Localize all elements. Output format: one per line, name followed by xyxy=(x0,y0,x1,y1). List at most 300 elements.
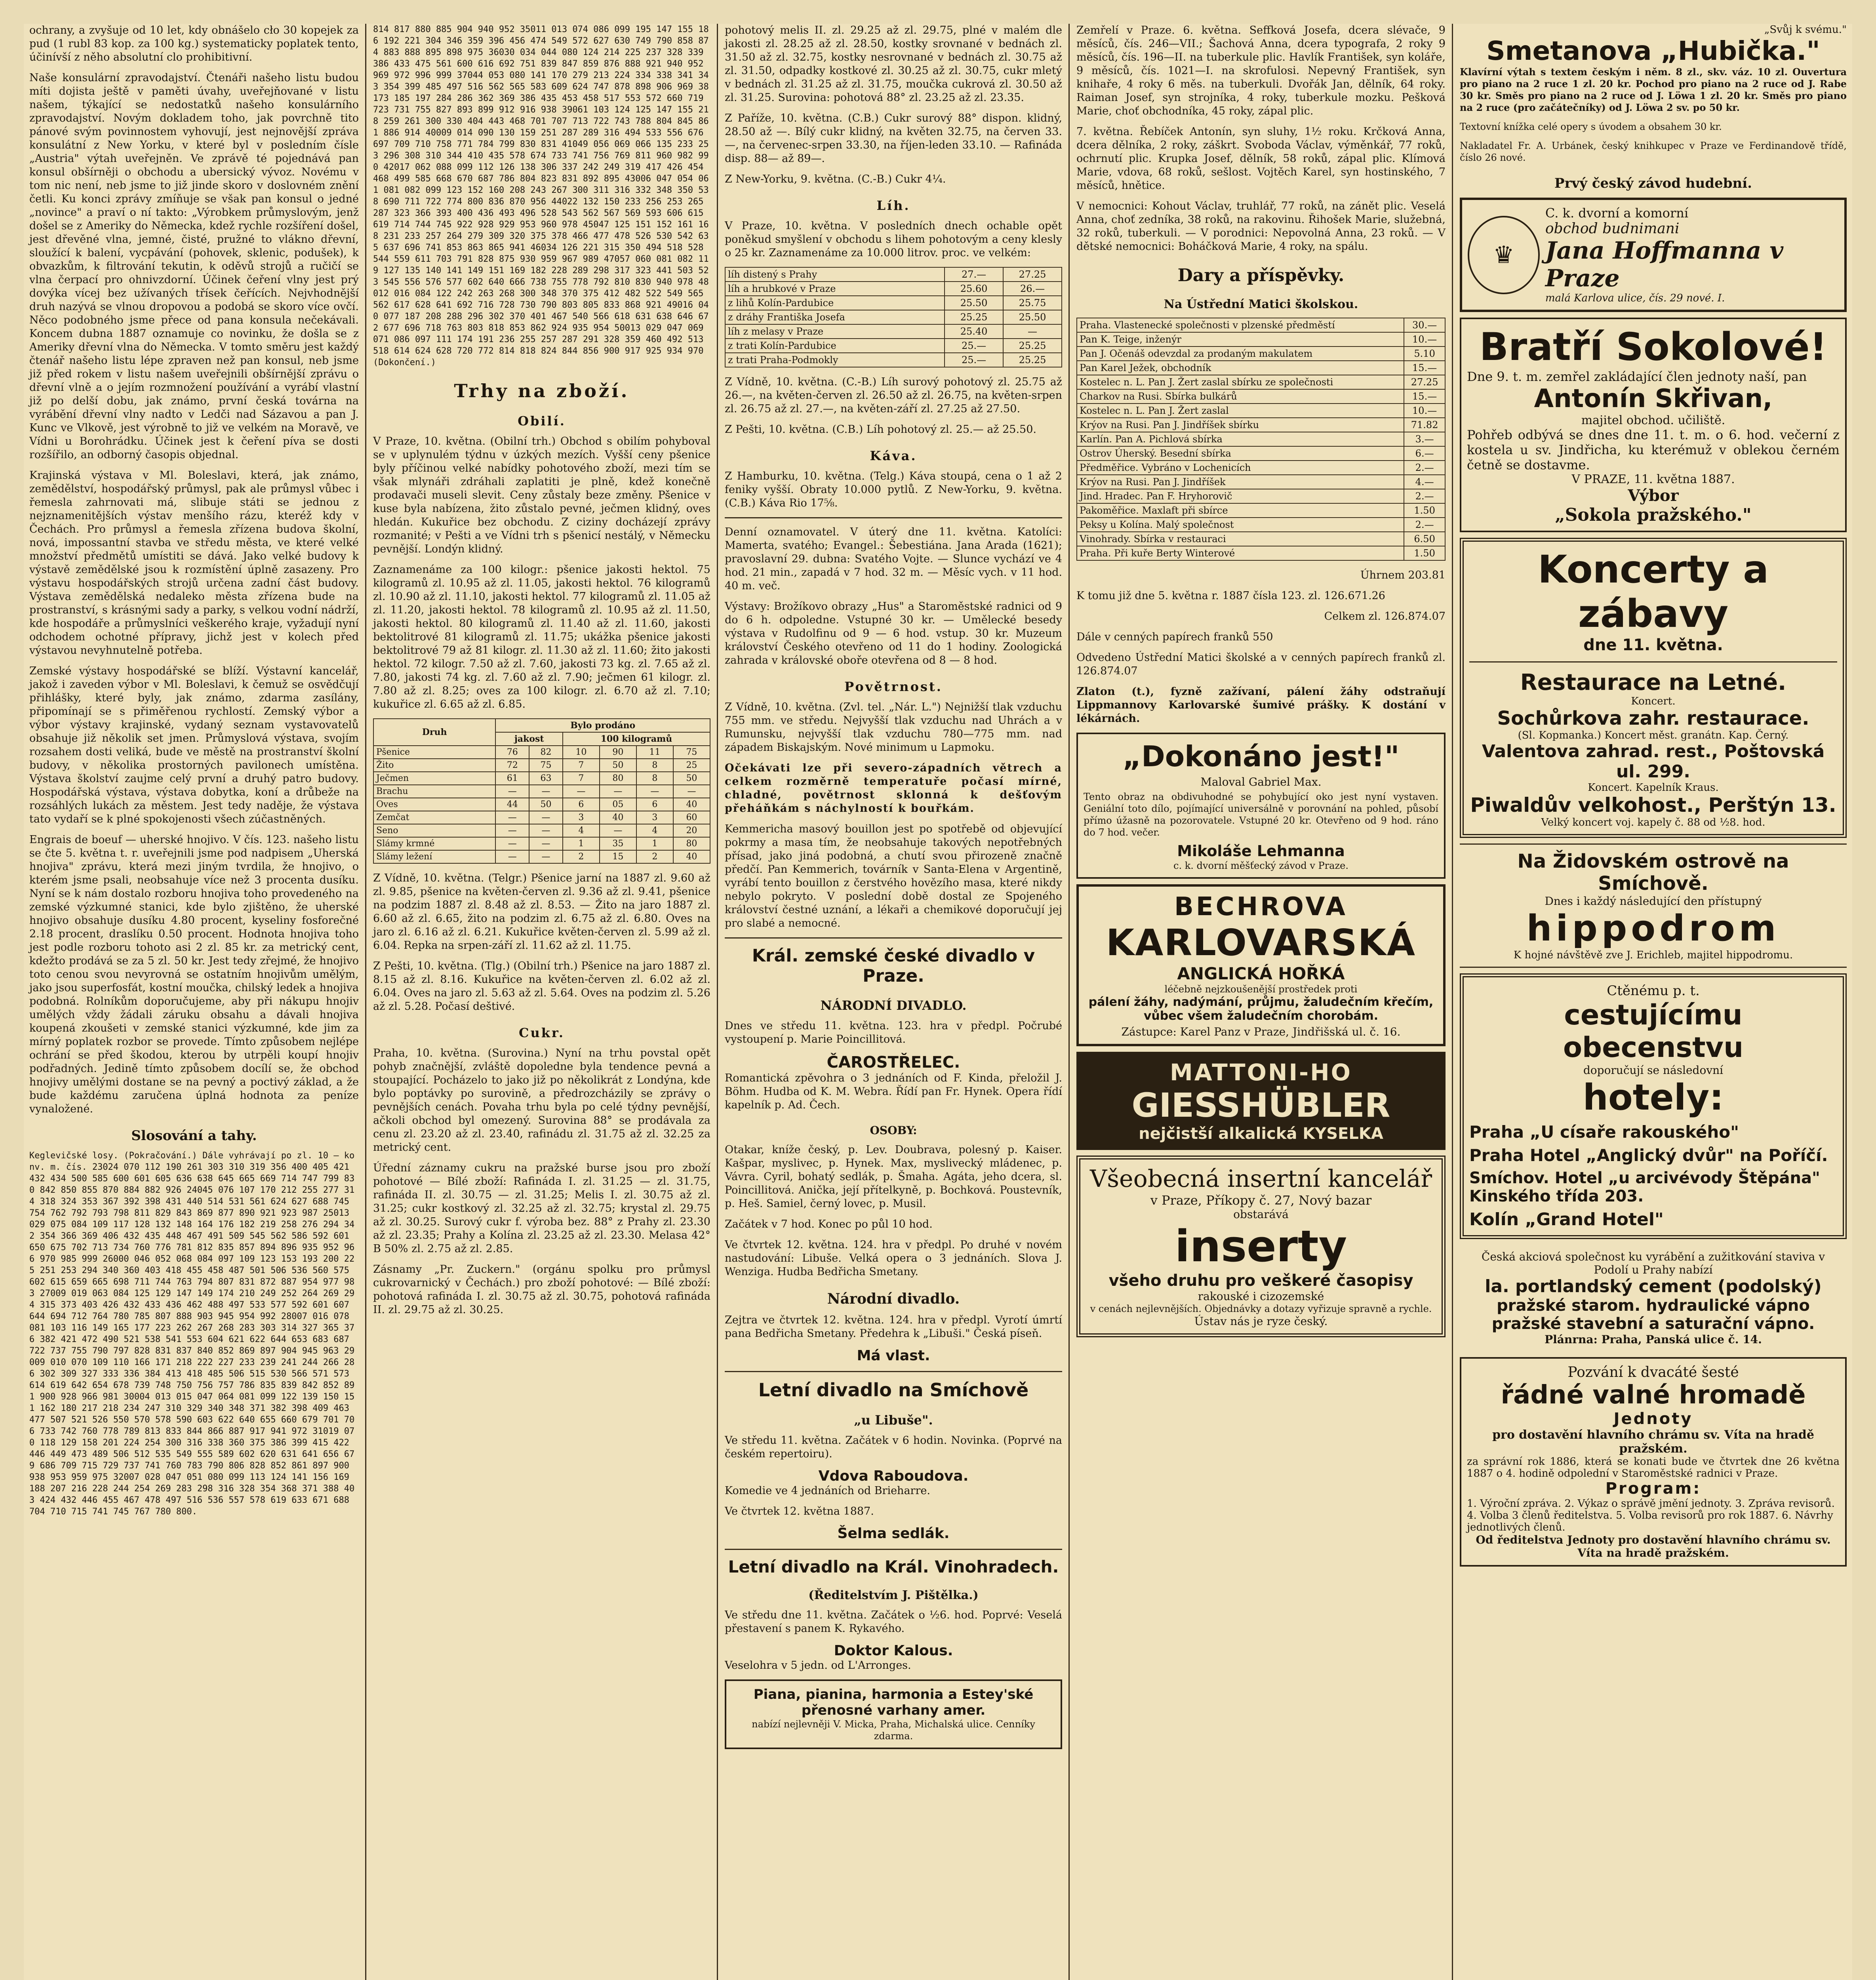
hippodrome-title: hippodrom xyxy=(1526,908,1780,949)
column-4 xyxy=(1071,24,1451,1980)
insert-office-text-2: všeho druhu pro veškeré časopisy xyxy=(1108,1272,1413,1290)
table-cell: 1.50 xyxy=(1404,546,1445,560)
column-1 xyxy=(24,24,364,1980)
bouillon-ad: Kemmericha masový bouillon jest po spotřebě od objevující pokrmy a masa tím, že neobsahuje takových nepotřebných přísad, jako jiná podobná, a chutí svou přirozeně značně předčí. Pan Kemmerich, továrník v Santa-Elena v Argentině, vyrábí tento bouillon z čerstvého hovězího masa, které nikdy nebylo pokryto. V poslední době dostal ze Spojeného království čestné uznání, a lékaři a chemikové doporučují jej pro slabé a nemocné. xyxy=(725,823,1062,929)
painting-title: „Dokonáno jest!" xyxy=(1122,740,1400,773)
assembly-society: Jednoty xyxy=(1613,1410,1693,1428)
table-cell: 6.— xyxy=(1404,446,1445,461)
bechrova-text: léčebně nejzkoušenější prostředek proti xyxy=(1164,984,1358,995)
table-cell: 80 xyxy=(673,837,710,850)
insert-office-ad xyxy=(1076,1156,1446,1337)
table-cell: 2.— xyxy=(1404,461,1445,475)
table-row xyxy=(1077,461,1445,475)
theater-subtitle: NÁRODNÍ DIVADLO. xyxy=(820,998,967,1013)
weather-forecast: Očekávati lze při severo-západních větrech a celkem rozměrně temperatuře počasí mírné, chladné, povětrnost sklonná k dešťovým přeháňkám s náchylností k bouřkám. xyxy=(725,762,1062,815)
table-cell: Pšenice xyxy=(373,746,495,759)
table-cell: 44 xyxy=(495,798,529,811)
next-play: Ve čtvrtek 12. května. 124. hra v předpl. Po druhé v novém nastudování: Libuše. Velká opera o 3 jednáních. Slova J. Wenziga. Hudba Bedřicha Smetany. xyxy=(725,1239,1062,1278)
donations-subheading: Na Ústřední Matici školskou. xyxy=(1164,297,1358,311)
table-cell: 26.— xyxy=(1003,282,1062,296)
table-cell: 4.— xyxy=(1404,475,1445,489)
hotels-title: hotely: xyxy=(1583,1077,1724,1118)
table-cell: 10.— xyxy=(1404,332,1445,346)
donations-total: Celkem zl. 126.874.07 xyxy=(1324,610,1446,623)
grain-sales-table xyxy=(373,718,710,864)
table-cell: 5.10 xyxy=(1404,346,1445,361)
table-cell: 50 xyxy=(529,798,563,811)
table-row xyxy=(373,824,710,837)
table-cell: 80 xyxy=(600,772,636,785)
table-cell: 05 xyxy=(600,798,636,811)
table-cell: — xyxy=(529,837,563,850)
mattoni-ad xyxy=(1076,1052,1446,1150)
cast-list: Otakar, kníže český, p. Lev. Doubrava, polesný p. Kaiser. Kašpar, myslivec, p. Hynek. Max, myslivecký mládenec, p. Vávra. Cyril, bohatý sedlák, p. Šmaha. Agáta, jeho dcera, sl. Poincillitová. Anička, její přítelkyně, p. Bochková. Poustevník, p. Heš. Samiel, černý lovec, p. Musil. xyxy=(725,1144,1062,1210)
hotel-entry: Praha Hotel „Anglický dvůr" na Poříčí. xyxy=(1469,1146,1828,1165)
zlaton-ad: Zlaton (t.), fyzně zažívaní, pálení žáhy odstraňují Lippmannovy Karlovarské šumivé prášky. K dostání v lékárnách. xyxy=(1076,685,1446,725)
table-row xyxy=(373,798,710,811)
table-cell: 25 xyxy=(673,759,710,772)
column-rule xyxy=(365,24,366,1980)
donations-papers: Dále v cenných papírech franků 550 xyxy=(1076,631,1273,643)
lottery-numbers: Keglevičské losy. (Pokračování.) Dále vyhrávají po zl. 10 — konv. m. čís. 23024 070 112 190 261 303 310 319 356 400 405 421 432 434 500 585 600 601 605 636 638 645 665 669 714 747 799 830 842 850 855 870 884 882 926 24045 076 107 170 212 255 277 314 318 324 353 367 392 398 431 440 514 531 561 624 627 688 745 754 762 792 793 798 811 829 843 869 877 890 921 923 987 25013 029 075 084 109 117 128 132 148 164 176 182 219 258 276 294 342 354 366 369 406 432 435 448 467 491 509 545 562 586 592 601 650 675 702 713 734 760 776 781 812 835 857 894 896 935 952 966 970 985 999 26000 046 052 068 084 097 109 123 153 193 200 225 251 253 294 340 360 403 418 455 458 487 501 506 536 560 575 602 615 659 665 698 711 744 763 794 807 831 872 887 954 977 983 27009 019 063 084 125 129 147 149 174 210 249 252 264 269 294 315 373 403 426 432 433 436 462 488 497 533 577 592 601 607 644 694 712 764 780 785 807 888 903 945 954 992 28007 016 078 081 103 116 149 165 177 223 262 267 268 283 303 314 327 365 376 382 421 472 490 521 538 541 553 604 621 622 644 653 683 687 722 737 755 790 797 828 831 837 840 852 869 897 904 945 963 29009 010 070 109 110 166 171 218 222 227 233 239 241 244 266 286 302 309 327 333 336 384 413 418 485 506 515 530 566 571 573 614 619 642 654 678 739 748 750 756 757 786 835 839 842 852 891 900 928 966 981 30004 013 015 047 064 081 099 122 139 150 151 162 180 217 218 234 247 310 329 340 348 371 382 398 409 463 477 507 521 526 550 570 578 590 603 622 640 655 660 679 701 706 733 742 760 778 789 813 833 844 866 887 917 941 972 31019 070 118 129 158 201 224 254 300 316 338 360 375 386 399 415 422 446 449 473 489 506 512 535 549 555 589 602 620 631 641 656 679 686 709 715 729 737 741 760 783 790 806 828 852 861 897 900 938 953 959 975 32007 028 047 051 080 099 113 124 141 156 169 188 207 216 228 244 254 269 283 298 316 328 354 368 371 388 403 424 432 446 455 467 478 497 516 536 557 578 619 633 671 688 704 710 715 741 745 767 780 800. xyxy=(29,1151,355,1517)
cast-heading: OSOBY: xyxy=(870,1124,917,1137)
table-row xyxy=(1077,546,1445,560)
table-cell: 25.50 xyxy=(945,296,1003,310)
table-cell: 2.— xyxy=(1404,518,1445,532)
bechrova-text-2: pálení žáhy, nadýmání, průjmu, žaludečním křečím, vůbec všem žaludečním chorobám. xyxy=(1088,995,1434,1023)
assembly-program-title: Program: xyxy=(1605,1479,1701,1498)
table-cell: 15.— xyxy=(1404,361,1445,375)
table-cell: Brachu xyxy=(373,785,495,798)
assembly-line-1: Pozvání k dvacáté šesté xyxy=(1567,1364,1739,1380)
table-cell: Pan J. Očenáš odevzdal za prodaným makulatem xyxy=(1077,346,1404,361)
hoffmann-name: Jana Hoffmanna v Praze xyxy=(1545,237,1784,292)
table-cell: 30.— xyxy=(1404,318,1445,332)
venue-valenta-text: Koncert. Kapelník Kraus. xyxy=(1588,782,1719,794)
table-cell: líh z melasy v Praze xyxy=(725,324,945,339)
eagle-icon: ♛ xyxy=(1468,216,1540,294)
weather-heading: Povětrnost. xyxy=(844,679,943,694)
sokol-signature-2: „Sokola pražského." xyxy=(1555,505,1752,525)
table-row xyxy=(1077,375,1445,389)
table-cell: 27.— xyxy=(945,267,1003,282)
table-cell: Ostrov Úherský. Besední sbírka xyxy=(1077,446,1404,461)
table-cell: 35 xyxy=(600,837,636,850)
table-cell: z lihů Kolín-Pardubice xyxy=(725,296,945,310)
table-row xyxy=(1077,361,1445,375)
article-fertilizer: Engrais de boeuf — uherské hnojivo. V čís. 123. našeho listu se čte 5. května t. r. uveřejnili jsme pod nadpisem „Uherská hnojiva" zprávu, která mezi jiným tvrdila, že hnojivo, o kterém jsme psali, neobsahuje více než 3 procenta dusíku. Nyní se k nám dostalo rozboru hnojiva toho provedeného na zemské výzkumné stanici, kde bylo zjištěno, že uherské hnojivo obsahuje dusíku 4.80 procent, kyseliny fosforečné 2.18 procent, draslíku 0.50 procent. Hodnota hnojiva toho jest podle rozboru tohoto asi 2 zl. 85 kr. za metrický cent, kdežto prodává se za 5 zl. 50 kr. Jest tedy zřejmé, že hnojivo toto cenou svou nevyrovná se ostatním hnojivům umělým, jako jsou superfosfát, kostní moučka, chilský ledek a hnojiva podobná. Rolníkům doporučujeme, aby při nákupu hnojiv umělých vždy žádali záruku obsahu a dávali hnojiva koupená zkoušeti v zemské stanici výzkumné, kde jim za mírný poplatek rozbor se provede. Tímto způsobem nejlépe ochrání se před škodou, kterou by utrpěli koupí hnojiv podřadných. Jedině tímto způsobem docílí se, že obchod hnojivy umělými dostane se na pevný a poctivý základ, a že bude každému zaručena úplná hodnota za peníze vynaložené. xyxy=(29,834,359,1115)
table-row xyxy=(1077,318,1445,332)
table-cell: 40 xyxy=(600,811,636,824)
table-cell: — xyxy=(495,850,529,863)
sugar-prices-2: Zásnamy „Pr. Zuckern." (orgánu spolku pro průmysl cukrovarnický v Čechách.) pro zboží pohotové: — Bílé zboží: pohotová rafináda I. zl. 30.75 až zl. 30.75, pohotová rafináda II. zl. 29.75 až zl. 30.25. xyxy=(373,1263,710,1316)
table-cell: Slámy ležení xyxy=(373,850,495,863)
painting-text: Tento obraz na obdivuhodné se pohybující oko jest nyní vystaven. Geniální toto dílo, pojímající universálně v porovnání na pohled, působí přímo úžasně na pozorovatele. Vstupné 20 kr. Otevřeno od 9 hod. ráno do 7 hod. večer. xyxy=(1084,791,1438,838)
play-times: Začátek v 7 hod. Konec po půl 10 hod. xyxy=(725,1218,933,1230)
sokol-title: Bratří Sokolové! xyxy=(1479,325,1827,369)
table-cell: 60 xyxy=(673,811,710,824)
table-row xyxy=(1077,432,1445,446)
table-row xyxy=(373,772,710,785)
smetana-publisher: Nakladatel Fr. A. Urbánek, český knihkupec v Praze ve Ferdinandově třídě, číslo 26 nové. xyxy=(1460,140,1847,163)
smetana-slogan: Prvý český závod hudební. xyxy=(1554,175,1752,191)
table-cell: líh distený s Prahy xyxy=(725,267,945,282)
vinohrady-theater-title: Letní divadlo na Král. Vinohradech. xyxy=(728,1557,1059,1576)
donations-table xyxy=(1076,318,1446,561)
sugar-heading: Cukr. xyxy=(519,1025,565,1040)
venue-letna-text: Koncert. xyxy=(1631,695,1676,707)
table-cell: 76 xyxy=(495,746,529,759)
table-cell: 40 xyxy=(673,798,710,811)
coffee-report: Z Hamburku, 10. května. (Telg.) Káva stoupá, cena o 1 až 2 feniky vyšší. Obraty 10.000 pytlů. Z New-Yorku, 9. května. (C.B.) Káva Rio 17⅝. xyxy=(725,470,1062,509)
table-cell: Pan K. Teige, inženýr xyxy=(1077,332,1404,346)
table-cell: 40 xyxy=(673,850,710,863)
play-desc: Romantická zpěvohra o 3 jednáních od F. Kinda, přeložil J. Böhm. Hudba od K. M. Webra. Řídí pan Fr. Hynek. Opera řídí kapelník p. Ad. Čech. xyxy=(725,1072,1062,1111)
table-cell: 25.25 xyxy=(945,310,1003,324)
assembly-signature: Od ředitelstva Jednoty pro dostavění hlavního chrámu sv. Víta na hradě pražském. xyxy=(1476,1533,1831,1559)
table-cell: Seno xyxy=(373,824,495,837)
bechrova-ad xyxy=(1076,884,1446,1046)
vinohrady-theater-sub: (Ředitelstvím J. Pištělka.) xyxy=(808,1588,979,1602)
insert-office-text-5: Ústav nás je ryze český. xyxy=(1194,1315,1328,1328)
play-title: Má vlast. xyxy=(857,1348,930,1364)
table-cell: — xyxy=(529,785,563,798)
divider xyxy=(725,937,1062,939)
table-cell: 1 xyxy=(636,837,673,850)
table-row xyxy=(1077,418,1445,432)
venue-piwald: Piwaldův velkohost., Perštýn 13. xyxy=(1470,794,1836,817)
smichov-theater-sub: „u Libuše". xyxy=(854,1413,933,1428)
play-date: Ve čtvrtek 12. května 1887. xyxy=(725,1505,874,1517)
cement-product-1: la. portlandský cement (podolský) xyxy=(1485,1276,1822,1297)
piano-ad-text: nabízí nejlevněji V. Micka, Praha, Michalská ulice. Cenníky zdarma. xyxy=(752,1719,1035,1742)
divider xyxy=(1469,661,1837,663)
table-row xyxy=(1077,332,1445,346)
grain-vienna: Z Vídně, 10. května. (Telgr.) Pšenice jarní na 1887 zl. 9.60 až zl. 9.85, pšenice na květen-červen zl. 9.36 až zl. 9.41, pšenice na podzim 1887 zl. 8.48 až zl. 8.53. — Žito na jaro 1887 zl. 6.60 až zl. 6.65, žito na podzim zl. 6.75 až zl. 6.80. Oves na jaro zl. 6.16 až zl. 6.21. Kukuřice květen-červen zl. 5.99 až zl. 6.04. Repka na srpen-září zl. 11.62 až zl. 11.75. xyxy=(373,872,710,952)
concerts-date: dne 11. května. xyxy=(1583,636,1723,654)
table-cell: 25.— xyxy=(945,339,1003,353)
table-cell: 2 xyxy=(636,850,673,863)
article-text: ochrany, a zvyšuje od 10 let, kdy obnášelo cło 30 kopejek za pud (1 rubl 83 kop. za 100 kg.) systematicky poplatek tento, účinívší z něho absolutní clo prohibitivní. xyxy=(29,24,359,63)
assembly-title: řádné valné hromadě xyxy=(1501,1380,1806,1410)
smetana-libretto: Textovní knížka celé opery s úvodem a obsahem 30 kr. xyxy=(1460,121,1722,132)
table-row xyxy=(725,267,1062,282)
play-desc: Veselohra v 5 jedn. od L'Arronges. xyxy=(725,1659,911,1672)
coffee-heading: Káva. xyxy=(870,448,917,463)
table-row xyxy=(725,324,1062,339)
grain-pest: Z Pešti, 10. května. (Tlg.) (Obilní trh.) Pšenice na jaro 1887 zl. 8.15 až zl. 8.16. Kukuřice na květen-červen zl. 6.02 až zl. 6.04. Oves na jaro zl. 5.63 až zl. 5.64. Oves na podzim zl. 5.26 až zl. 5.28. Počasí deštivé. xyxy=(373,960,710,1013)
insert-office-address: v Praze, Příkopy č. 27, Nový bazar xyxy=(1150,1193,1372,1208)
weather-report: Z Vídně, 10. května. (Zvl. tel. „Nár. L.") Nejnižší tlak vzduchu 755 mm. ve středu. Nejvyšší tlak vzduchu nad Uhrách a v Rumunsku, nejvyšší tlak vzduchu 780—775 mm. nad západem Biskajským. Nové minimum u Lapmoku. xyxy=(725,701,1062,754)
donations-delivered: Odvedeno Ústřední Matici školské a v cenných papírech franků zl. 126.874.07 xyxy=(1076,651,1446,677)
table-cell: 1 xyxy=(563,837,600,850)
table-cell: Vinohrady. Sbírka v restauraci xyxy=(1077,532,1404,546)
table-cell: 7 xyxy=(563,772,600,785)
spirit-pest: Z Pešti, 10. května. (C.B.) Líh pohotový zl. 25.— až 25.50. xyxy=(725,423,1036,436)
table-cell: líh a hrubkové v Praze xyxy=(725,282,945,296)
table-row xyxy=(1077,532,1445,546)
bechrova-agent: Zástupce: Karel Panz v Praze, Jindřišská ul. č. 16. xyxy=(1121,1025,1401,1038)
cement-product-2: pražské starom. hydraulické vápno xyxy=(1497,1297,1810,1315)
hotels-ad xyxy=(1460,973,1847,1239)
table-cell: 4 xyxy=(636,824,673,837)
hippodrome-owner: K hojné návštěvě zve J. Erichleb, majitel hippodromu. xyxy=(1513,949,1793,961)
hotel-entry: Praha „U císaře rakouského" xyxy=(1469,1122,1739,1142)
table-row xyxy=(725,339,1062,353)
table-row xyxy=(725,310,1062,324)
table-cell: Jind. Hradec. Pan F. Hryhorovič xyxy=(1077,489,1404,503)
table-cell: 25.60 xyxy=(945,282,1003,296)
play-title: Vdova Raboudova. xyxy=(818,1468,969,1484)
sokol-text: Dne 9. t. m. zemřel zakládající člen jednoty naší, pan xyxy=(1467,369,1807,384)
venue-sochurek: Sochůrkova zahr. restaurace. xyxy=(1497,707,1809,729)
table-cell: Pakoměřice. Maxlaft při sbírce xyxy=(1077,503,1404,518)
daily-announcer: Denní oznamovatel. V úterý dne 11. května. Katolíci: Mamerta, svatého; Evangel.: Šebestiána. Jana Arada (1621); pravoslavní 29. dubna: Svatého Vojte. — Slunce vychází ve 4 hod. 21 min., zapadá v 7 hod. 32 m. — Měsíc vych. v 11 hod. 40 m. več. xyxy=(725,526,1062,592)
mattoni-brand: MATTONI-HO xyxy=(1170,1059,1352,1086)
markets-heading: Trhy na zboží. xyxy=(454,380,630,402)
table-cell: 90 xyxy=(600,746,636,759)
hotels-line-2: cestujícímu obecenstvu xyxy=(1563,999,1744,1064)
cement-ad xyxy=(1460,1245,1847,1352)
theater-title: Král. zemské české divadlo v Praze. xyxy=(752,946,1035,986)
table-cell: — xyxy=(495,785,529,798)
table-cell: 1.50 xyxy=(1404,503,1445,518)
theater-intro: Dnes ve středu 11. května. 123. hra v předpl. Počrubé vystoupení p. Marie Poincillitová. xyxy=(725,1020,1062,1045)
table-row xyxy=(725,353,1062,367)
table-row xyxy=(1077,489,1445,503)
grain-prices: Zaznamenáme za 100 kilogr.: pšenice jakosti hektol. 75 kilogramů zl. 10.95 až zl. 11.05, jakosti hektol. 76 kilogramů zl. 10.90 až zl. 11.10, jakosti hektol. 77 kilogramů zl. 11.05 až zl. 11.20, jakosti hektol. 78 kilogramů zl. 10.95 až zl. 11.50, jakosti hektol. 80 kilogramů zl. 11.40 až zl. 11.60, jakosti bektolitrové 81 kilogramů zl. 11.75; ukážka pšenice jakosti bektolitrové 79 až 81 kilogr. zl. 11.30 až zl. 11.60; žito jakosti hektol. 72 kilogr. 7.50 až zl. 7.60, jakosti 73 kg. zl. 7.65 až zl. 7.80, jakosti 74 kg. zl. 7.60 až zl. 7.90; ječmen 61 kilogr. zl. 7.80 až zl. 8.25; oves za 100 kilogr. zl. 6.70 až zl. 7.10; kukuřice zl. 6.65 až zl. 6.85. xyxy=(373,564,710,710)
venue-sochurek-text: (Sl. Kopmanka.) Koncert měst. granátn. Kap. Černý. xyxy=(1518,729,1789,741)
cement-address: Plánrna: Praha, Panská ulice č. 14. xyxy=(1545,1333,1762,1346)
table-cell: 3.— xyxy=(1404,432,1445,446)
insert-office-text-4: v cenách nejlevnějších. Objednávky a dotazy vyřizuje spravně a rychle. xyxy=(1090,1303,1432,1314)
divider xyxy=(725,1549,1062,1550)
insert-office-title: Všeobecná insertní kancelář xyxy=(1089,1165,1432,1193)
table-row xyxy=(1077,503,1445,518)
insert-office-text: obstarává xyxy=(1233,1208,1289,1221)
table-cell: 8 xyxy=(636,772,673,785)
table-cell: Pan Karel Ježek, obchodník xyxy=(1077,361,1404,375)
table-row xyxy=(373,746,710,759)
table-cell: 6 xyxy=(563,798,600,811)
divider xyxy=(725,517,1062,518)
assembly-date: za správní rok 1886, která se konati bude ve čtvrtek dne 26 května 1887 o 4. hodině odpolední v Staroměstské radnici v Praze. xyxy=(1467,1456,1840,1479)
column-rule xyxy=(1068,24,1070,1980)
table-cell: Oves xyxy=(373,798,495,811)
play-title: ČAROSTŘELEC. xyxy=(827,1053,960,1072)
sokol-notice xyxy=(1460,318,1847,532)
table-cell: 25.— xyxy=(945,353,1003,367)
table-cell: Peksy u Kolína. Malý společnost xyxy=(1077,518,1404,532)
table-cell: 8 xyxy=(636,759,673,772)
grain-report: V Praze, 10. května. (Obilní trh.) Obchod s obilím pohyboval se v uplynulém týdnu v úzkých mezích. Vyšší ceny pšenice byly příčinou velké nabídky pohotového zboží, mezi tím se však mlynáři zdráhali zaplatiti je plně, kdež konečně prodavači museli slevit. Ceny zůstaly beze změny. Pšenice v kuse byla nabízena, žito zůstalo pevné, ječmen klidný, oves hledán. Kukuřice bez obchodu. Z ciziny docházejí zprávy rozmanité; v Pešti a ve Vídni trh s pšenicí nestálý, v Německu pevnější. Londýn klidný. xyxy=(373,435,710,555)
table-cell: 25.25 xyxy=(1003,339,1062,353)
column-rule xyxy=(717,24,718,1980)
table-cell: Kostelec n. L. Pan J. Žert zaslal xyxy=(1077,404,1404,418)
table-cell: 11 xyxy=(636,746,673,759)
table-cell: 4 xyxy=(563,824,600,837)
table-cell: 61 xyxy=(495,772,529,785)
national-theater-text: Zejtra ve čtvrtek 12. května. 124. hra v předpl. Vyrotí úmrtí pana Bedřicha Smetany. Předehra k „Libuši." Česká píseň. xyxy=(725,1314,1062,1340)
article-exhibition: Krajinská výstava v Ml. Boleslavi, která, jak známo, zemědělství, hospodářský průmysl, pak ale průmysl vůbec i řemesla zahrnovati má, slibuje státi se jednou z nejznamenitějších výstav menšího rázu, kteréž kdy v Čechách. Pro průmysl a řemesla zřízena budova školní, nová, impossantní stavba ve středu města, ve které velké množství předmětů umístiti se dává. Jako velké budovy k výstavě zemědělské jsou k rozmístění úplně zasazeny. Pro výstavu hospodářských strojů určena zadní část budovy. Výstava zemědělská nedaleko města zřízena bude na prostranství, s krásnými sady a parky, s velkou vodní nádrží, kde hospodáře a průmyslníci veškerého kraje, vyžadují nyní odchodem ochotné přípravy, jichž jest v kolech před výstavou nevyhnutelně potřeba. xyxy=(29,469,359,657)
smetana-list: Klavírní výtah s textem českým i něm. 8 zl., skv. váz. 10 zl. Ouvertura pro piano na 2 ruce 1 zl. 20 kr. Pochod pro piano na 2 ruce od J. Rabe 30 kr. Směs pro piano na 2 ruce od J. Löwa 1 zl. 20 kr. Směs pro piano na 2 ruce (pro začátečníky) od J. Löwa 2 sv. po 50 kr. xyxy=(1460,66,1847,113)
table-cell: 15.— xyxy=(1404,389,1445,404)
table-cell: 15 xyxy=(600,850,636,863)
column-3 xyxy=(719,24,1068,1980)
divider xyxy=(725,1371,1062,1372)
table-cell: 6.50 xyxy=(1404,532,1445,546)
table-row xyxy=(725,296,1062,310)
venue-valenta: Valentova zahrad. rest., Poštovská ul. 299. xyxy=(1482,741,1825,782)
table-cell: — xyxy=(495,811,529,824)
table-cell: 25.50 xyxy=(1003,310,1062,324)
concerts-ad xyxy=(1460,538,1847,838)
table-cell: 25.25 xyxy=(1003,353,1062,367)
sokol-signature: Výbor xyxy=(1628,486,1679,505)
article-consular: Naše konsulární zpravodajství. Čtenáři našeho listu budou míti dojista ještě v paměti úvahy, uveřejňované v listu našem, týkající se nedostatků našeho konsulárního zpravodajství. Novým dokladem toho, jak povrchně tito pánové svým povinnostem vyhovují, jest nejnovější zpráva konsulátní z New Yorku, v které byl v posledním čísle „Austria" výtah uveřejněn. Ve zprávě té pojednává pan konsul obšírněji o obchodu a ubersický vývoz. Novému v tom nic není, neb jsme to již jinde skoro v doslovném znění četli. Ku konci zprávy zmíňuje se však pan konsul o jedné „novince" a praví o ní takto: „Výrobkem průmyslovým, jenž došel se z Ameriky do Německa, kdež rychle rozšíření došel, jest dřevěné vlna, jemné, čisté, pružné to vlákno dřevní, sloužící k balení, vycpávání (pohovek, sklenic, podušek), k obvazkům, k filtrování tekutin, k oděvů strojů a ručičí se vlna čerpací pro ohnivzdorní. Účinek čeření vlny jest prý dovýka vícej bez užívaných třísek čeřících. Nejvhodnější druh nazývá se vlnou dropovou a podobá se skoro více ovčí. Něco podobného jsme přece od pana konsula nečekávali. Koncem dubna 1887 oznamuje co novinku, že došla se z Ameriky dřevní vlna do Německa. V tomto směru jest každý čtenář našeho listu lépe zpraven než pan konsul, neb jsme již před rokem v listu našem uveřejnili obšírnější zprávu o dřevní vlně a o jejím rozmnožení používání a vyrábí vlastní již po delší dobu, jak známo, první česká továrna na vyrábění dřevní vlny nadto v Ledči nad Sázavou a pan J. Kunc ve Vlkově, jest výrobně to již ve velkém na Moravě, ve Vídni u Borohrádku. Účinek jest k čeření píva se dosti rozšířilo, an odborný časopis objednal. xyxy=(29,72,359,461)
play-title: Šelma sedlák. xyxy=(837,1525,950,1542)
smichov-theater-title: Letní divadlo na Smíchově xyxy=(758,1379,1029,1401)
lottery-numbers-cont: 814 817 880 885 904 940 952 35011 013 074 086 099 195 147 155 186 192 221 304 346 359 396 456 474 549 572 627 630 749 790 858 874 883 888 895 898 975 36030 034 044 080 124 214 225 237 328 339 386 433 475 561 600 616 692 751 839 847 859 876 888 921 940 952 969 972 996 999 37044 053 080 141 170 279 213 224 334 338 341 343 354 399 485 497 516 562 565 583 609 624 747 878 898 906 969 38173 185 197 284 286 362 369 386 435 453 458 517 553 572 660 719 723 731 755 827 893 899 912 916 938 39061 103 124 125 147 155 218 259 261 300 330 404 443 468 701 707 713 722 743 788 804 845 861 886 914 40009 014 090 130 159 251 287 289 316 494 533 556 676 697 709 710 758 771 784 799 830 831 41049 056 069 066 135 233 253 296 308 310 344 410 435 578 674 733 741 756 769 811 960 982 990 42017 062 088 099 112 126 138 306 337 242 249 319 417 426 454 468 499 585 668 670 687 786 804 823 831 892 895 43006 047 054 061 081 082 099 123 152 160 208 243 267 300 311 316 332 348 350 538 690 711 722 774 800 836 870 956 44022 132 150 233 256 253 265 287 323 366 393 400 436 493 496 528 543 562 567 569 593 606 615 619 714 744 745 922 928 929 953 960 978 45047 125 151 152 161 168 231 233 257 264 279 309 320 375 378 466 477 478 526 530 542 635 637 696 741 853 863 865 941 46034 126 221 315 350 494 518 528 544 559 611 703 791 828 875 930 959 967 989 47057 060 081 082 119 127 135 140 141 149 151 169 182 228 289 298 317 323 441 503 523 545 556 576 577 602 640 666 738 755 778 792 810 830 940 978 48012 016 084 122 242 263 268 300 348 370 375 412 482 522 549 565 562 617 628 641 692 716 728 730 790 803 805 833 868 921 49016 040 077 187 208 288 296 302 370 401 467 540 566 618 631 638 646 672 677 696 718 763 803 818 853 862 924 935 954 50013 029 047 069 071 086 097 111 174 191 236 255 257 287 291 328 359 460 492 513 518 614 624 628 720 772 814 818 824 844 856 900 917 925 934 970 (Dokončení.) xyxy=(373,25,709,367)
hoffmann-address: malá Karlova ulice, čís. 29 nové. I. xyxy=(1545,292,1725,304)
table-cell: 25.40 xyxy=(945,324,1003,339)
donations-sum: Úhrnem 203.81 xyxy=(1360,569,1446,581)
hoffmann-line-1: C. k. dvorní a komorní xyxy=(1545,206,1689,221)
table-cell: — xyxy=(673,785,710,798)
grain-heading: Obilí. xyxy=(518,413,566,428)
sugar-newyork: Z New-Yorku, 9. května. (C.-B.) Cukr 4¼. xyxy=(725,173,946,185)
piano-ad xyxy=(725,1679,1062,1749)
smetana-motto: „Svůj k svému." xyxy=(1764,24,1847,36)
venue-piwald-text: Velký koncert voj. kapely č. 88 od ½8. hod. xyxy=(1541,817,1766,828)
vinohrady-text: Ve středu dne 11. května. Začátek o ½6. hod. Poprvé: Veselá přestavení s panem K. Rykavého. xyxy=(725,1609,1062,1635)
mattoni-name: GIESSHÜBLER xyxy=(1131,1086,1390,1125)
table-row xyxy=(373,811,710,824)
bechrova-type: ANGLICKÁ HOŘKÁ xyxy=(1177,964,1345,983)
cement-product-3: pražské stavební a saturační vápno. xyxy=(1491,1315,1815,1333)
table-cell: — xyxy=(495,824,529,837)
cement-intro: Česká akciová společnost ku vyrábění a zužitkování staviva v Podolí u Prahy nabízí xyxy=(1481,1250,1825,1276)
column-5 xyxy=(1454,24,1852,1980)
table-cell: 10.— xyxy=(1404,404,1445,418)
table-cell: 63 xyxy=(529,772,563,785)
hippodrome-text: Dnes i každý následující den přístupný xyxy=(1545,895,1762,908)
table-row xyxy=(1077,346,1445,361)
play-desc: Komedie ve 4 jednáních od Brieharre. xyxy=(725,1485,930,1497)
table-cell: — xyxy=(563,785,600,798)
lottery-heading: Slosování a tahy. xyxy=(131,1128,257,1144)
hotels-line-1: Ctěnému p. t. xyxy=(1607,983,1700,999)
table-header: Bylo prodáno xyxy=(495,719,710,732)
table-header: 100 kilogramů xyxy=(563,732,710,746)
table-row xyxy=(373,785,710,798)
deaths-hospital: V nemocnici: Kohout Václav, truhlář, 77 roků, na zánět plic. Veselá Anna, choť zedníka, 38 roků, na rakovinu. Řihošek Marie, služebná, 32 roků, tuberkuli. — V porodnici: Nepovolná Anna, 23 roků. — V dětské nemocnici: Boháčková Marie, 4 roky, na spálu. xyxy=(1076,200,1446,253)
table-cell: 3 xyxy=(563,811,600,824)
assembly-ad xyxy=(1460,1357,1847,1567)
table-cell: Zemčat xyxy=(373,811,495,824)
table-row xyxy=(373,759,710,772)
table-cell: z trati Praha-Podmokly xyxy=(725,353,945,367)
table-cell: z trati Kolín-Pardubice xyxy=(725,339,945,353)
table-cell: — xyxy=(529,850,563,863)
table-cell: Krýov na Rusi. Pan J. Jindříšek xyxy=(1077,475,1404,489)
sugar-prices: Úřední záznamy cukru na pražské burse jsou pro zboží pohotové — Bílé zboží: Rafináda I. zl. 31.25 — zl. 31.75, rafináda II. zl. 30.75 — zl. 31.25; Melis I. zl. 30.75 až zl. 31.25; cukr kostkový zl. 32.25 až zl. 32.75; krystal zl. 29.75 až zl. 30.25. Surový cukr f. výroba bez. 88° z Prahy zl. 23.30 až zl. 23.35; Prahy a Kolína zl. 23.25 až zl. 23.30. Melasa 42° B 50% zl. 2.75 až zl. 2.85. xyxy=(373,1162,710,1255)
hoffmann-ad xyxy=(1460,198,1847,312)
column-2 xyxy=(368,24,716,1980)
table-cell: 6 xyxy=(636,798,673,811)
hoffmann-line-2: obchod budnimani xyxy=(1545,221,1680,237)
exhibitions: Výstavy: Brožíkovo obrazy „Hus" a Staroměstské radnici od 9 do 6 h. odpoledne. Vstupné 30 kr. — Umělecké besedy výstava v Rudolfinu od 9 — 6 hod. vstup. 30 kr. Muzeum království Českého otevřeno od 11 do 1 hodiny. Zoologická zahrada v královské oboře otevřena od 8 — 8 hod. xyxy=(725,600,1062,666)
table-cell: Charkov na Rusi. Sbírka bulkárů xyxy=(1077,389,1404,404)
newspaper-page xyxy=(24,24,1852,1980)
spirit-vienna: Z Vídně, 10. května. (C.-B.) Líh surový pohotový zl. 25.75 až 26.—, na květen-červen zl. 26.50 až zl. 26.75, na květen-srpen zl. 26.75 až zl. 27.—, na květen-září zl. 27.25 až 27.50. xyxy=(725,376,1062,415)
donations-heading: Dary a příspěvky. xyxy=(1177,265,1345,286)
hippodrome-ad xyxy=(1460,843,1847,968)
table-row xyxy=(1077,446,1445,461)
sugar-paris: Z Paříže, 10. května. (C.B.) Cukr surový 88° dispon. klidný, 28.50 až —. Bílý cukr klidný, na květen 32.75, na červen 33.—, na červenec-srpen 33.30, na říjen-leden 33.10. — Rafináda disp. 88— až 89—. xyxy=(725,112,1062,165)
table-cell: Žito xyxy=(373,759,495,772)
sokol-funeral: Pohřeb odbývá se dnes dne 11. t. m. o 6. hod. večerní z kostela u sv. Jindřicha, ku kterémuž v oblekou černém četně se dostavme. xyxy=(1467,427,1840,472)
hippodrome-place: Na Židovském ostrově na Smíchově. xyxy=(1517,850,1789,895)
sugar-report: Praha, 10. května. (Surovina.) Nyní na trhu povstal opět pohyb značnější, zvláště dopoledne byla tendence pevná a stoupající. Pocházelo to jako již po několikrát z Londýna, kde bylo poptávky po surovině, a předrozcházily se zprávy o pevnějších cenách. Povaha trhu byla po celé týdny pevnější, ačkoli obchod byl omezený. Surovina 88° se prodávala za cenu zl. 23.20 až zl. 23.40, rafinádu zl. 31.75 až zl. 32.25 za metrický cent. xyxy=(373,1047,710,1154)
table-row xyxy=(1077,389,1445,404)
table-cell: — xyxy=(1003,324,1062,339)
sokol-name: Antonín Skřivan, xyxy=(1534,384,1773,413)
play-title: Doktor Kalous. xyxy=(834,1643,953,1659)
table-cell: 7 xyxy=(563,759,600,772)
column-rule xyxy=(1452,24,1453,1980)
table-row xyxy=(725,282,1062,296)
smichov-text: Ve středu 11. května. Začátek v 6 hodin. Novinka. (Poprvé na českém repertoiru). xyxy=(725,1434,1062,1460)
concerts-title: Koncerty a zábavy xyxy=(1537,547,1769,636)
sokol-role: majitel obchod. učiliště. xyxy=(1581,413,1726,427)
deaths-list: Zemřelí v Praze. 6. května. Seffková Josefa, dcera slévače, 9 měsíců, čís. 246—VII.; Šachová Anna, dcera typografa, 2 roky 9 měsíců, čís. 196—II. na tuberkule plic. Havlík František, syn koláře, 9 měsíců, čís. 1021—I. na skrofulosi. Nepevný František, syn knihaře, 4 roky 6 měs. na tuberkuli. Dvořák Jan, dělník, 64 roky. Raiman Josef, syn strojníka, 4 roky, tuberkule mozku. Pešková Marie, choť obchodníka, 45 roky, zápal plic. xyxy=(1076,24,1446,117)
smetana-title: Smetanova „Hubička." xyxy=(1486,36,1820,66)
article-exhibition-2: Zemské výstavy hospodářské se blíží. Výstavní kancelář, jakož i zaveden výbor v Ml. Boleslavi, k čemuž se osvědčují přihlášky, které byly, jak známo, zdarma zasílány, připomínají se s přiměřenou rychlostí. Zemský výbor a výbor výstavy krajinské, vydaný seznam vystavovatelů obsahuje již několik set jmen. Průmyslová výstava, svojím rozsahem dosti veliká, bude ve městě na prostranství školní budovy, v několika prostorných pavilonech umístěna. Výstava školství zaujme celý první a druhý patro budovy. Hospodářská výstava, výstava dobytka, koní a drůbeže na rozsáhlých lukách za městem. Jest tedy naděje, že výstava tato vydaří se k plné spokojenosti všech zúčastněných. xyxy=(29,665,359,825)
painting-ad xyxy=(1076,733,1446,879)
painting-painter: Maloval Gabriel Max. xyxy=(1200,775,1322,788)
mattoni-type: nejčistší alkalická KYSELKA xyxy=(1139,1125,1383,1143)
painting-sig-2: c. k. dvorní měšťecký závod v Praze. xyxy=(1173,860,1348,871)
table-row xyxy=(1077,475,1445,489)
table-cell: Praha. Při kuře Berty Winterové xyxy=(1077,546,1404,560)
deaths-list-2: 7. května. Řebíček Antonín, syn sluhy, 1½ roku. Krčková Anna, dcera dělníka, 2 roky, záškrt. Svoboda Václav, výměnkář, 77 roků, ochrnutí plic. Krupka Josef, dělník, 58 roků, zápal plic. Klímová Marie, vdova, 68 roků, sešlost. Vojtěch Karel, syn hostinského, 7 měsíců, hnětice. xyxy=(1076,126,1446,192)
table-cell: Karlín. Pan A. Pichlová sbírka xyxy=(1077,432,1404,446)
table-cell: Praha. Vlastenecké společnosti v plzenské předměstí xyxy=(1077,318,1404,332)
hotels-line-3: doporučují se následovní xyxy=(1583,1064,1724,1077)
table-cell: 27.25 xyxy=(1404,375,1445,389)
spirit-table xyxy=(725,267,1062,367)
bechrova-brand: BECHROVA xyxy=(1174,892,1348,921)
painting-sig: Mikoláše Lehmanna xyxy=(1177,842,1345,860)
table-cell: Krýov na Rusi. Pan J. Jindříšek sbírku xyxy=(1077,418,1404,432)
table-cell: 50 xyxy=(673,772,710,785)
table-row xyxy=(373,850,710,863)
table-cell: Kostelec n. L. Pan J. Žert zaslal sbírku ze společnosti xyxy=(1077,375,1404,389)
table-cell: — xyxy=(495,837,529,850)
spirit-report: V Praze, 10. května. V posledních dnech ochable opět poněkud smyšlení v obchodu s lihem pohotovým a ceny klesly o 25 kr. Zaznamenáme za 10.000 litrov. proc. ve velkém: xyxy=(725,220,1062,259)
table-cell: Slámy krmné xyxy=(373,837,495,850)
hotel-entry: Smíchov. Hotel „u arcivévody Štěpána" Kinského třída 203. xyxy=(1469,1169,1820,1205)
sokol-date: V PRAZE, 11. května 1887. xyxy=(1571,472,1735,486)
table-cell: 25.75 xyxy=(1003,296,1062,310)
hotel-entry: Kolín „Grand Hotel" xyxy=(1469,1209,1664,1230)
table-cell: 3 xyxy=(636,811,673,824)
insert-office-word: inserty xyxy=(1175,1221,1347,1272)
national-theater-heading: Národní divadlo. xyxy=(827,1291,960,1307)
assembly-program: 1. Výroční zpráva. 2. Výkaz o správě jmění jednoty. 3. Zpráva revisorů. 4. Volba 3 členů ředitelstva. 5. Volba revisorů pro rok 1887. 6. Návrhy jednotlivých členů. xyxy=(1467,1498,1835,1533)
table-cell: 27.25 xyxy=(1003,267,1062,282)
